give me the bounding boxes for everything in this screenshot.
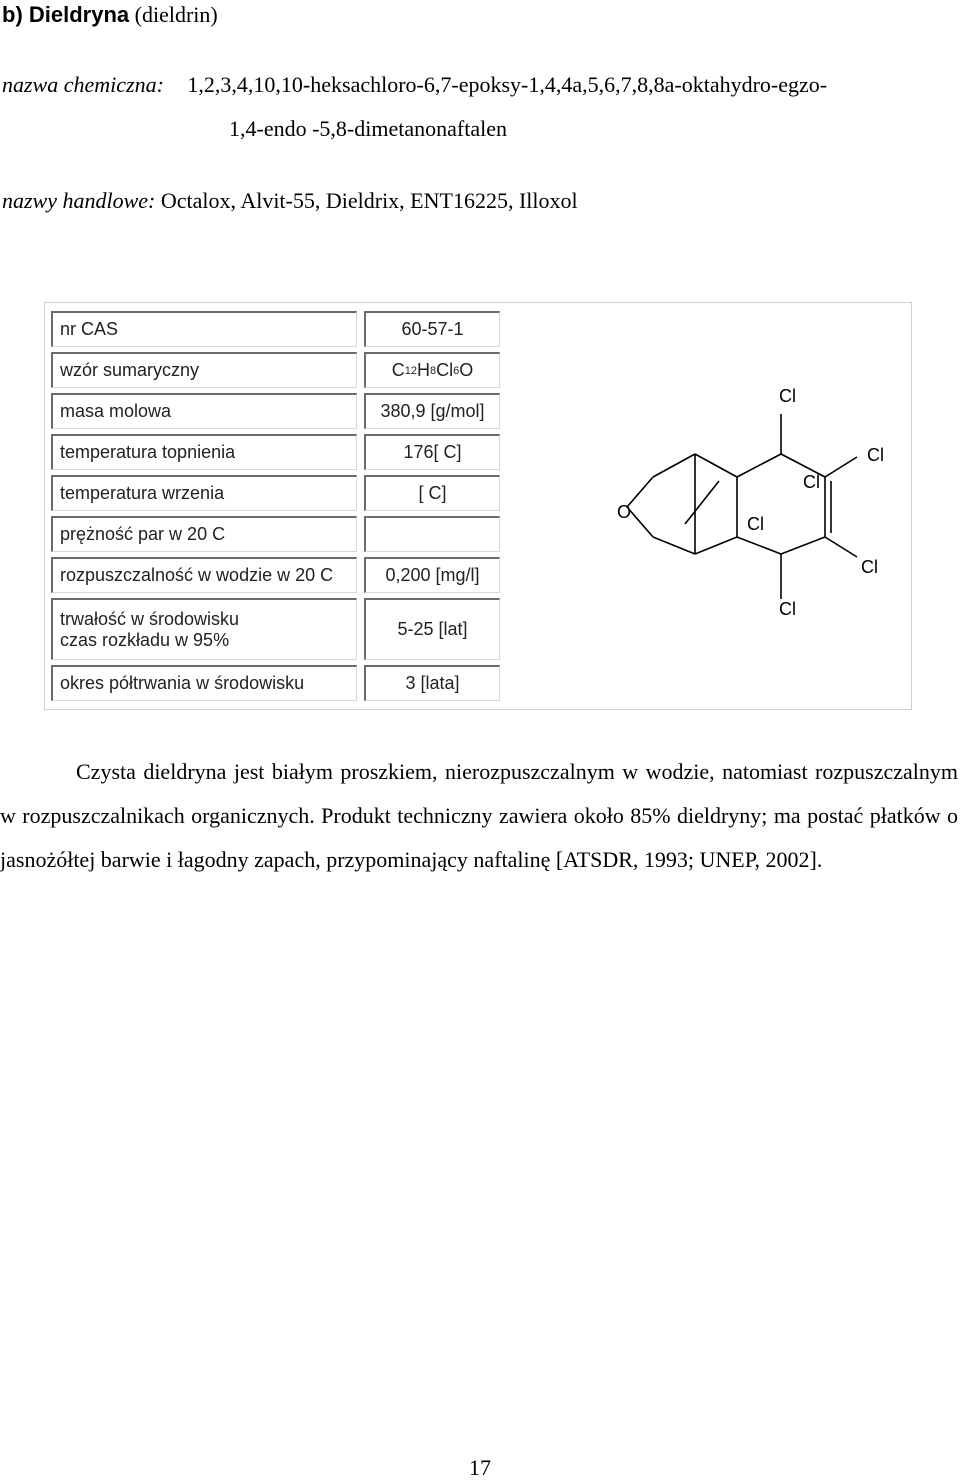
properties-box: [44, 302, 912, 710]
formula-value: C 12 H 8 Cl 6 O: [364, 352, 500, 388]
property-value: [364, 516, 500, 552]
ring-bond: [781, 537, 825, 554]
property-value: [ C]: [364, 475, 500, 511]
property-label: okres półtrwania w środowisku: [51, 665, 357, 701]
chlorine-atom: Cl: [803, 472, 820, 492]
property-label: temperatura topnienia: [51, 434, 357, 470]
property-value: 60-57-1: [364, 311, 500, 347]
property-label: nr CAS: [51, 311, 357, 347]
property-value: 380,9 [g/mol]: [364, 393, 500, 429]
property-label: temperatura wrzenia: [51, 475, 357, 511]
substituent-bond: [825, 537, 857, 557]
ring-bond: [653, 537, 695, 554]
section-heading: [2, 2, 218, 28]
property-value: 3 [lata]: [364, 665, 500, 701]
heading-label: b) Dieldryna: [2, 2, 130, 27]
ring-bond: [653, 454, 695, 477]
property-label: rozpuszczalność w wodzie w 20 C: [51, 557, 357, 593]
paragraph-text: Czysta dieldryna jest białym proszkiem, nierozpuszczalnym w wodzie, natomiast rozpuszczalnym w rozpuszczalnikach organicznych. Produkt techniczny zawiera około 85% dieldryny; ma postać płatków o jasnożółtej barwie i łagodny zapach, przypominający naftalinę [ATSDR, 1993; UNEP, 2002].: [0, 759, 958, 872]
chemical-name-label: nazwa chemiczna:: [2, 72, 164, 97]
chlorine-atom: Cl: [747, 514, 764, 534]
ring-bond: [737, 454, 781, 477]
property-label: masa molowa: [51, 393, 357, 429]
trade-names-value: Octalox, Alvit-55, Dieldrix, ENT16225, Illoxol: [160, 188, 578, 213]
property-label: prężność par w 20 C: [51, 516, 357, 552]
structure-panel: [507, 309, 905, 703]
chemical-name-line: [2, 72, 827, 98]
ring-bond: [737, 537, 781, 554]
chemical-name-value-2: 1,4-endo -5,8-dimetanonaftalen: [229, 116, 507, 141]
property-label: trwałość w środowisku: [60, 608, 240, 629]
substituent-bond: [825, 457, 857, 477]
description-paragraph: [0, 750, 958, 882]
property-label: wzór sumaryczny: [51, 352, 357, 388]
bridge-bond: [685, 481, 719, 524]
ring-bond: [695, 537, 737, 554]
property-value: 0,200 [mg/l]: [364, 557, 500, 593]
oxygen-atom: O: [617, 502, 632, 522]
dieldrin-structure: [507, 309, 905, 703]
chlorine-atom: Cl: [861, 557, 878, 577]
page-number: 17: [469, 1455, 491, 1480]
chlorine-atom: Cl: [779, 599, 796, 619]
chlorine-atom: Cl: [867, 445, 884, 465]
property-label: czas rozkładu w 95%: [60, 629, 230, 650]
property-value: 176[ C]: [364, 434, 500, 470]
ring-bond: [695, 454, 737, 477]
chemical-name-value-1: 1,2,3,4,10,10-heksachloro-6,7-epoksy-1,4,4a,5,6,7,8,8a-oktahydro-egzo-: [187, 72, 828, 97]
property-label-two-line: [51, 598, 357, 660]
trade-names-label: nazwy handlowe:: [2, 188, 156, 213]
property-value: 5-25 [lat]: [364, 598, 500, 660]
trade-names-line: [2, 188, 578, 214]
chlorine-atom: Cl: [779, 386, 796, 406]
heading-sub: (dieldrin): [134, 2, 218, 27]
